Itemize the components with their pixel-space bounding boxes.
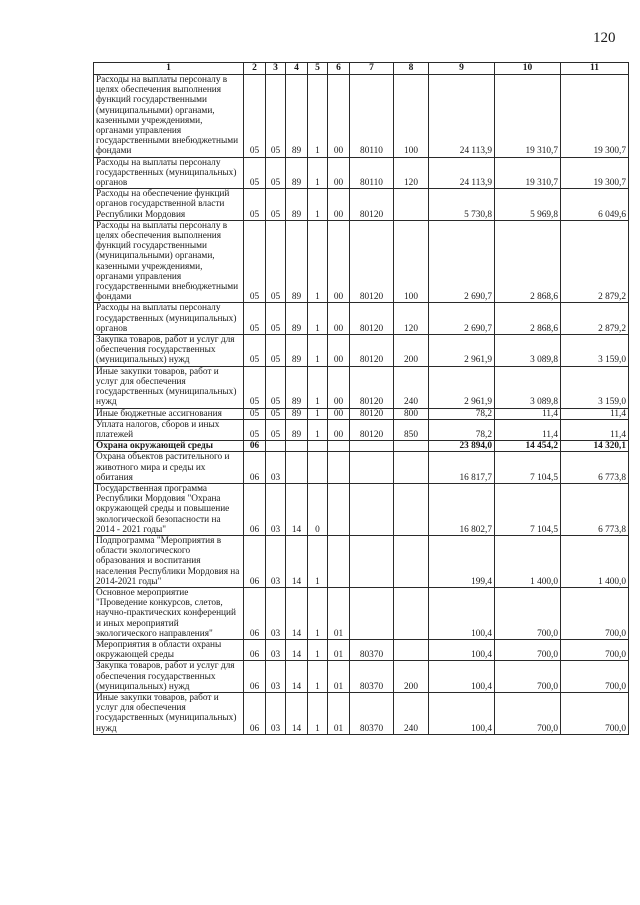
code-cell: 03	[266, 692, 286, 734]
amount-cell: 700,0	[495, 692, 561, 734]
column-header: 10	[495, 63, 561, 75]
code-cell: 80120	[350, 303, 394, 335]
code-cell: 89	[286, 303, 308, 335]
code-cell: 89	[286, 366, 308, 408]
amount-cell: 700,0	[495, 661, 561, 693]
amount-cell: 2 868,6	[495, 220, 561, 303]
code-cell: 05	[266, 303, 286, 335]
code-cell: 100	[394, 75, 429, 158]
amount-cell: 700,0	[561, 639, 629, 660]
code-cell	[350, 535, 394, 587]
table-row	[94, 535, 629, 587]
table-row	[94, 303, 629, 335]
row-name-cell: Охрана окружающей среды	[94, 441, 244, 452]
code-cell: 03	[266, 483, 286, 535]
amount-cell: 100,4	[429, 587, 495, 639]
row-name-cell: Государственная программа Республики Мордовия "Охрана окружающей среды и повышение экологической безопасности на 2014 - 2021 годы"	[94, 483, 244, 535]
amount-cell: 6 773,8	[561, 483, 629, 535]
amount-cell: 700,0	[495, 587, 561, 639]
amount-cell: 78,2	[429, 408, 495, 419]
code-cell: 120	[394, 303, 429, 335]
code-cell: 89	[286, 157, 308, 189]
row-name-cell: Иные бюджетные ассигнования	[94, 408, 244, 419]
column-header: 8	[394, 63, 429, 75]
code-cell	[328, 535, 350, 587]
code-cell	[328, 452, 350, 484]
column-header: 5	[308, 63, 328, 75]
column-header: 9	[429, 63, 495, 75]
code-cell: 00	[328, 408, 350, 419]
code-cell: 80370	[350, 639, 394, 660]
amount-cell: 3 089,8	[495, 366, 561, 408]
code-cell: 14	[286, 639, 308, 660]
table-row	[94, 661, 629, 693]
amount-cell: 5 969,8	[495, 189, 561, 221]
code-cell: 00	[328, 189, 350, 221]
code-cell: 200	[394, 335, 429, 367]
code-cell: 80370	[350, 692, 394, 734]
code-cell: 1	[308, 303, 328, 335]
row-name-cell: Основное мероприятие "Проведение конкурсов, слетов, научно-практических конференций и иных мероприятий экологического направления"	[94, 587, 244, 639]
code-cell: 1	[308, 587, 328, 639]
amount-cell: 100,4	[429, 639, 495, 660]
code-cell: 80120	[350, 335, 394, 367]
code-cell: 80110	[350, 157, 394, 189]
code-cell: 1	[308, 535, 328, 587]
code-cell: 80120	[350, 366, 394, 408]
code-cell: 89	[286, 419, 308, 440]
code-cell: 200	[394, 661, 429, 693]
code-cell	[394, 535, 429, 587]
code-cell: 05	[244, 220, 266, 303]
code-cell	[350, 441, 394, 452]
amount-cell: 6 773,8	[561, 452, 629, 484]
code-cell: 05	[266, 408, 286, 419]
row-name-cell: Уплата налогов, сборов и иных платежей	[94, 419, 244, 440]
table-row	[94, 587, 629, 639]
code-cell: 00	[328, 303, 350, 335]
column-header: 1	[94, 63, 244, 75]
amount-cell: 14 454,2	[495, 441, 561, 452]
table-row	[94, 75, 629, 158]
amount-cell: 2 961,9	[429, 335, 495, 367]
amount-cell: 700,0	[561, 661, 629, 693]
code-cell: 89	[286, 335, 308, 367]
code-cell: 06	[244, 661, 266, 693]
amount-cell: 2 690,7	[429, 303, 495, 335]
amount-cell: 6 049,6	[561, 189, 629, 221]
amount-cell: 3 089,8	[495, 335, 561, 367]
code-cell	[394, 441, 429, 452]
code-cell: 03	[266, 535, 286, 587]
code-cell: 240	[394, 692, 429, 734]
header-row	[94, 63, 629, 75]
code-cell: 05	[244, 303, 266, 335]
code-cell: 05	[244, 366, 266, 408]
code-cell	[286, 441, 308, 452]
column-header: 2	[244, 63, 266, 75]
table-row	[94, 366, 629, 408]
code-cell: 1	[308, 157, 328, 189]
table-row	[94, 189, 629, 221]
code-cell: 89	[286, 75, 308, 158]
code-cell: 1	[308, 419, 328, 440]
amount-cell: 7 104,5	[495, 483, 561, 535]
code-cell	[328, 483, 350, 535]
amount-cell: 3 159,0	[561, 366, 629, 408]
amount-cell: 2 690,7	[429, 220, 495, 303]
code-cell: 100	[394, 220, 429, 303]
column-header: 3	[266, 63, 286, 75]
table-row	[94, 441, 629, 452]
amount-cell: 16 817,7	[429, 452, 495, 484]
code-cell: 01	[328, 587, 350, 639]
code-cell: 00	[328, 419, 350, 440]
code-cell	[394, 639, 429, 660]
code-cell: 06	[244, 452, 266, 484]
amount-cell: 7 104,5	[495, 452, 561, 484]
code-cell: 05	[244, 335, 266, 367]
code-cell: 1	[308, 189, 328, 221]
table-row	[94, 692, 629, 734]
code-cell: 80120	[350, 419, 394, 440]
amount-cell: 2 961,9	[429, 366, 495, 408]
row-name-cell: Расходы на выплаты персоналу государственных (муниципальных) органов	[94, 303, 244, 335]
amount-cell: 700,0	[561, 587, 629, 639]
code-cell: 01	[328, 661, 350, 693]
amount-cell: 19 300,7	[561, 157, 629, 189]
amount-cell: 19 310,7	[495, 157, 561, 189]
table-row	[94, 335, 629, 367]
amount-cell: 3 159,0	[561, 335, 629, 367]
amount-cell: 23 894,0	[429, 441, 495, 452]
code-cell: 00	[328, 220, 350, 303]
amount-cell: 100,4	[429, 692, 495, 734]
code-cell	[394, 189, 429, 221]
code-cell: 89	[286, 408, 308, 419]
code-cell: 1	[308, 75, 328, 158]
amount-cell: 199,4	[429, 535, 495, 587]
code-cell: 00	[328, 335, 350, 367]
code-cell: 14	[286, 587, 308, 639]
code-cell: 14	[286, 483, 308, 535]
amount-cell: 11,4	[561, 419, 629, 440]
code-cell: 05	[244, 189, 266, 221]
code-cell: 05	[244, 419, 266, 440]
amount-cell: 14 320,1	[561, 441, 629, 452]
code-cell: 00	[328, 75, 350, 158]
code-cell: 00	[328, 157, 350, 189]
table-row	[94, 220, 629, 303]
code-cell	[286, 452, 308, 484]
code-cell: 1	[308, 639, 328, 660]
table-row	[94, 483, 629, 535]
row-name-cell: Расходы на выплаты персоналу государственных (муниципальных) органов	[94, 157, 244, 189]
code-cell	[350, 587, 394, 639]
page-number: 120	[593, 30, 616, 46]
code-cell: 06	[244, 535, 266, 587]
code-cell: 05	[266, 335, 286, 367]
amount-cell: 700,0	[561, 692, 629, 734]
code-cell: 06	[244, 692, 266, 734]
amount-cell: 11,4	[495, 419, 561, 440]
column-header: 4	[286, 63, 308, 75]
code-cell: 850	[394, 419, 429, 440]
row-name-cell: Иные закупки товаров, работ и услуг для обеспечения государственных (муниципальных) нужд	[94, 692, 244, 734]
amount-cell: 100,4	[429, 661, 495, 693]
code-cell: 14	[286, 535, 308, 587]
code-cell: 80110	[350, 75, 394, 158]
table-row	[94, 157, 629, 189]
code-cell: 06	[244, 639, 266, 660]
code-cell: 05	[244, 408, 266, 419]
row-name-cell: Расходы на выплаты персоналу в целях обеспечения выполнения функций государственными (муниципальными) органами, казенными учреждениями, органами управления государственными внебюджетными фондами	[94, 220, 244, 303]
code-cell: 1	[308, 408, 328, 419]
amount-cell: 78,2	[429, 419, 495, 440]
row-name-cell: Подпрограмма "Мероприятия в области экологического образования и воспитания населения Республики Мордовия на 2014-2021 годы"	[94, 535, 244, 587]
code-cell: 03	[266, 639, 286, 660]
code-cell: 03	[266, 661, 286, 693]
amount-cell: 11,4	[495, 408, 561, 419]
amount-cell: 1 400,0	[561, 535, 629, 587]
code-cell: 89	[286, 220, 308, 303]
amount-cell: 19 300,7	[561, 75, 629, 158]
code-cell: 05	[244, 157, 266, 189]
column-header: 7	[350, 63, 394, 75]
code-cell	[328, 441, 350, 452]
code-cell: 120	[394, 157, 429, 189]
code-cell: 00	[328, 366, 350, 408]
amount-cell: 11,4	[561, 408, 629, 419]
code-cell: 80120	[350, 189, 394, 221]
amount-cell: 2 879,2	[561, 303, 629, 335]
amount-cell: 5 730,8	[429, 189, 495, 221]
code-cell: 14	[286, 661, 308, 693]
amount-cell: 24 113,9	[429, 75, 495, 158]
code-cell: 1	[308, 692, 328, 734]
table-row	[94, 419, 629, 440]
table-row	[94, 452, 629, 484]
row-name-cell: Расходы на выплаты персоналу в целях обеспечения выполнения функций государственными (муниципальными) органами, казенными учреждениями, органами управления государственными внебюджетными фондами	[94, 75, 244, 158]
row-name-cell: Охрана объектов растительного и животного мира и среды их обитания	[94, 452, 244, 484]
amount-cell: 16 802,7	[429, 483, 495, 535]
code-cell: 05	[266, 189, 286, 221]
column-header: 11	[561, 63, 629, 75]
code-cell	[350, 483, 394, 535]
amount-cell: 19 310,7	[495, 75, 561, 158]
code-cell	[308, 441, 328, 452]
code-cell: 80120	[350, 220, 394, 303]
code-cell: 1	[308, 661, 328, 693]
amount-cell: 1 400,0	[495, 535, 561, 587]
amount-cell: 24 113,9	[429, 157, 495, 189]
row-name-cell: Закупка товаров, работ и услуг для обеспечения государственных (муниципальных) нужд	[94, 335, 244, 367]
row-name-cell: Иные закупки товаров, работ и услуг для обеспечения государственных (муниципальных) нужд	[94, 366, 244, 408]
code-cell: 05	[266, 366, 286, 408]
code-cell: 05	[266, 157, 286, 189]
row-name-cell: Закупка товаров, работ и услуг для обеспечения государственных (муниципальных) нужд	[94, 661, 244, 693]
code-cell	[394, 483, 429, 535]
code-cell: 06	[244, 587, 266, 639]
code-cell: 1	[308, 335, 328, 367]
code-cell: 240	[394, 366, 429, 408]
code-cell: 1	[308, 220, 328, 303]
code-cell: 05	[266, 419, 286, 440]
code-cell: 05	[266, 75, 286, 158]
code-cell: 80370	[350, 661, 394, 693]
code-cell: 1	[308, 366, 328, 408]
table-row	[94, 408, 629, 419]
code-cell: 05	[266, 220, 286, 303]
code-cell: 06	[244, 483, 266, 535]
code-cell	[266, 441, 286, 452]
amount-cell: 2 879,2	[561, 220, 629, 303]
row-name-cell: Мероприятия в области охраны окружающей среды	[94, 639, 244, 660]
code-cell: 80120	[350, 408, 394, 419]
code-cell: 800	[394, 408, 429, 419]
amount-cell: 700,0	[495, 639, 561, 660]
table-row	[94, 639, 629, 660]
code-cell	[308, 452, 328, 484]
budget-table	[93, 62, 629, 735]
code-cell: 0	[308, 483, 328, 535]
code-cell	[350, 452, 394, 484]
column-header: 6	[328, 63, 350, 75]
code-cell	[394, 587, 429, 639]
amount-cell: 2 868,6	[495, 303, 561, 335]
code-cell: 03	[266, 452, 286, 484]
code-cell: 89	[286, 189, 308, 221]
code-cell	[394, 452, 429, 484]
code-cell: 05	[244, 75, 266, 158]
code-cell: 01	[328, 639, 350, 660]
code-cell: 14	[286, 692, 308, 734]
code-cell: 01	[328, 692, 350, 734]
table-body	[94, 75, 629, 735]
code-cell: 03	[266, 587, 286, 639]
row-name-cell: Расходы на обеспечение функций органов государственной власти Республики Мордовия	[94, 189, 244, 221]
code-cell: 06	[244, 441, 266, 452]
